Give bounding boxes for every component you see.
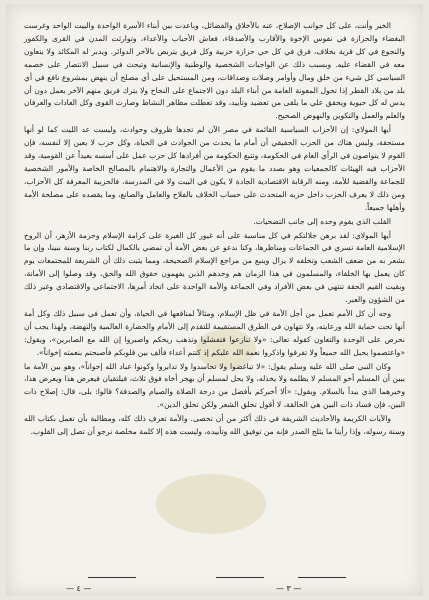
paragraph: وجه أن كل الأمم تعمل من أجل الأمة في ظل الإسلام، ومثالاً لمنافعها في الحياة، وأن تعمل في سبيل ذلك وكل أمة أنها تحت حماية الله ورعايته، ولا تتهاون في الطرق المستقيمة للتقدم إلى الأمام والحضارة العالمية والنهضة، ولهذا يجب أن نحرص على الوحدة والتعاون كقوله تعالى: «ولا تنازعوا فتفشلوا وتذهب ريحكم واصبروا إن الله مع الصابرين»، ويقول: «واعتصموا بحبل الله جميعاً ولا تفرقوا واذكروا نعمة الله عليكم إذ كنتم أعداء فألف بين قلوبكم فأصبحتم بنعمته إخواناً».: [24, 308, 405, 357]
page-number-right: — ٣ —: [276, 584, 302, 593]
paragraph: القلب الذي يقوم وحده إلى جانب التضحيات.: [253, 216, 391, 226]
paragraph: والآيات الكريمة والأحاديث الشريفة في ذلك أكثر من أن تحصى. والأمة تعرف ذلك كله، ومطالبة بأن تعمل بكتاب الله وسنة رسوله، وإذا رأينا ما يثلج الصدر فإنه من توفيق الله وتأييده، وليست هذه إلا كلمة مخلصة نرجو أن تصل إلى القلوب.: [24, 414, 405, 437]
footer-rule: [298, 577, 346, 578]
footer-rule: [88, 577, 136, 578]
document-body: [24, 20, 405, 560]
page-number-left: — ٤ —: [66, 584, 92, 593]
paragraph: الخير وأنت، على كل جوانب الإصلاح، عنه بالأخلاق والفضائل، وباعدت بين أبناء الأسرة الواحدة والبيت الواحد وغرست البغضاء والحزازة في نفوس الإخوة والأقارب والأصدقاء، فعاش الأحباب والأعداء، وتوارثت المدن في القرى والكفور والنجوع في كل قرية بخلاف، فرق في كل حي حزازة حزبية وكل فريق يتربص بالآخر الدوائر. ويدبر له المكائد ولا يتعاون معه في القضاء عليه. وبسبب ذلك عن الواجبات الشخصية والوطنية والإنسانية وتبحث في سبيل الانتصار على خصمه السياسي كل شيء من خلق ومال وأوامر وصلات وصداقات، ومن المستحيل على أي مصلح أن ينهض بمشروع نافع في أي بلد من بلاد القطر إذا تحول المعونة العامة من أبناء البلد دون الاجتماع على النجاح ولا يترك فريق منهم الآخر يعمل دون أن يدس له كل حيوية ويحقق علي ما يلقى من تعضيد وتأييد، وقد تعطلت مظاهر النشاط وصارت القوى وكل العادات والعرفان والعلم والعمل والتكوين والنهوض الصحيح.: [24, 21, 405, 121]
paragraph: أيها المولاي: لقد برهن جلالتكم في كل مناسبة على أنه غيور كل الغيرة على كرامة الإسلام وحرمة الأزهر، أن الروح الإسلامية العامة تسري في الجماعات ومناظرها، وكنا ندعو عن بعض الأمة أن تمضي بالكمال لكتاب ربنا وسنة نبينا، وإن ما نشعر به من ضعف الشعب وتخلفه لا يزال وينبع من مراجع الإسلام الصحيحة، ومما يثبت ذلك أن الشريعة للمجتمعات يوم كان يعمل بها الخلفاء، والمسلمون في هذا الزمان هم وحدهم الذين يفهمون حقوق الله والحق، وقد وصلوا إلى الأمانة، وبقيت القيم الحقة تنتهي في بعض الأفراد وفي الجماعة والأمة الواحدة على اتحاد أمرها، الاجتماعي والاقتصادي وغير ذلك من الشؤون والعبر.: [24, 230, 405, 305]
scanned-page: [6, 4, 423, 596]
paragraph: أيها المولاي: إن الأحزاب السياسية القائمة في مصر الآن لم تجدها ظروف وحوادث، وليست عد الليت كما لو أنها مستحقة، وليس هناك من الحزب الحقيقي أن أمام ما يحدث من الحوادث في الحياة، وكل حزب لا يعين إلا لنفسه، فإن القوم لا يتواصون في الرأي العام في الحكومة، وتتبع الحكومة من أفرادها كل حزب عمل على أسسه بعيداً عن القومية، وقد الأحزاب فيه الهيئات كالجمعيات وهو بصدد ما يقوم من الأعمال والتجارة والاهتمام بالمصالح الخاصة والأمور الشخصية للجماعة والقضية للأمة، ومنه الرقابة الاقتصادية الجادة لا يكون في البيت ولا في المدرسة، فالحزبية المعرفة كل الأحزاب، ومن ذلك لا يعرف الحزب داخل حزبه المتحدث على حساب الخلاف بالفلاح والعامل والصانع، وما يقصده على مصلحة الأمة وأهلها جميعاً.: [24, 125, 405, 212]
footer-rule: [216, 577, 264, 578]
paragraph: وكان النبي صلى الله عليه وسلم يقول: «لا تباغضوا ولا تحاسدوا ولا تدابروا وكونوا عباد الله إخواناً»، وهو بين الأمة ما يبين أن المسلم أخو المسلم لا يظلمه ولا يخذله، ولا يحل لمسلم أن يهجر أخاه فوق ثلاث، فيلتقيان فيعرض هذا ويعرض هذا، وخيرهما الذي يبدأ بالسلام. ويقول: «ألا أخبركم بأفضل من درجة الصلاة والصيام والصدقة؟ قالوا: بلى، قال: إصلاح ذات البين، فإن فساد ذات البين هي الحالقة، لا أقول تحلق الشعر ولكن تحلق الدين».: [24, 361, 405, 410]
